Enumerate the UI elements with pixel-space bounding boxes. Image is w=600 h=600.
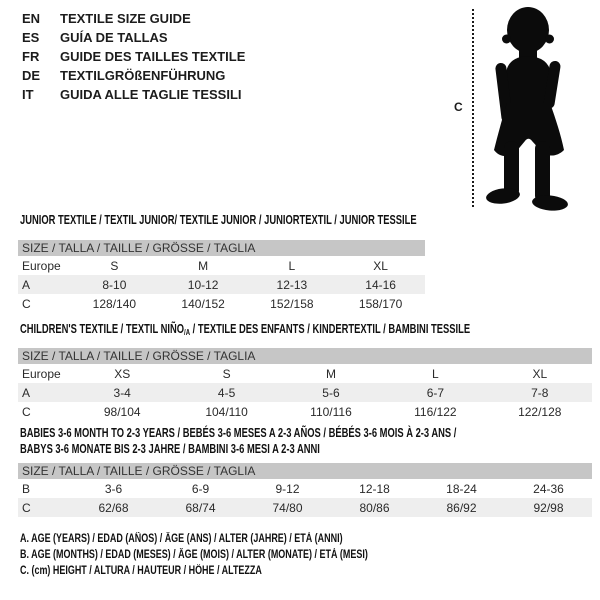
- lang-code: IT: [22, 87, 34, 102]
- cell: 12-13: [248, 275, 337, 294]
- row-label: C: [18, 498, 70, 517]
- cell: 86/92: [418, 498, 505, 517]
- language-list: [22, 9, 245, 104]
- legend-line-c: C. (cm) HEIGHT / ALTURA / HAUTEUR / HÖHE / ALTEZZA: [20, 565, 262, 577]
- lang-row-es: [22, 28, 245, 47]
- cell: 152/158: [270, 296, 314, 311]
- height-dotted-line: [472, 9, 474, 207]
- cell: S: [110, 258, 119, 273]
- cell: 104/110: [205, 404, 248, 419]
- babies-size-table: [18, 463, 592, 517]
- cell: 7-8: [488, 383, 592, 402]
- cell: 10-12: [159, 275, 248, 294]
- cell: 14-16: [336, 275, 425, 294]
- cell: S: [222, 366, 231, 381]
- cell: XL: [532, 366, 548, 381]
- cell: XS: [114, 366, 131, 381]
- cell: 116/122: [414, 404, 457, 419]
- size-header-row: [18, 463, 592, 479]
- row-label: C: [22, 404, 31, 419]
- height-label-c: C: [454, 100, 463, 114]
- cell: 6-7: [383, 383, 487, 402]
- size-header-cell: SIZE / TALLA / TAILLE / GRÖSSE / TAGLIA: [18, 463, 592, 479]
- cell: M: [198, 258, 209, 273]
- legend: [20, 531, 466, 579]
- cell: 9-12: [275, 481, 300, 496]
- lang-label: GUIDE DES TAILLES TEXTILE: [60, 49, 246, 64]
- cell: 98/104: [103, 404, 141, 419]
- cell: 80/86: [331, 498, 418, 517]
- lang-row-de: [22, 66, 245, 85]
- lang-code: ES: [22, 30, 40, 45]
- cell: 18-24: [446, 481, 477, 496]
- lang-code: EN: [22, 11, 41, 26]
- row-label: Europe: [22, 258, 61, 273]
- cell: 62/68: [70, 498, 157, 517]
- row-label: B: [22, 481, 31, 496]
- cell: 128/140: [92, 296, 137, 311]
- row-label: A: [18, 275, 70, 294]
- cell: 122/128: [518, 404, 562, 419]
- junior-size-table: [18, 240, 425, 313]
- cell: 24-36: [533, 481, 564, 496]
- cell: 4-5: [174, 383, 278, 402]
- lang-label: TEXTILE SIZE GUIDE: [60, 11, 191, 26]
- cell: 3-4: [70, 383, 174, 402]
- lang-row-en: [22, 9, 245, 28]
- title-subscript: /A: [184, 328, 191, 337]
- cell: 12-18: [359, 481, 390, 496]
- lang-code: DE: [22, 68, 41, 83]
- title-part: CHILDREN'S TEXTILE / TEXTIL NIÑO: [20, 322, 185, 336]
- lang-row-fr: [22, 47, 245, 66]
- cell: 110/116: [310, 404, 352, 419]
- babies-section-title-line2: BABYS 3-6 MONATE BIS 2-3 JAHRE / BAMBINI 3-6 MESI A 2-3 ANNI: [20, 442, 320, 456]
- cell: 6-9: [191, 481, 210, 496]
- row-label: C: [22, 296, 31, 311]
- lang-code: FR: [22, 49, 40, 64]
- lang-label: GUIDA ALLE TAGLIE TESSILI: [60, 87, 242, 102]
- row-label: A: [18, 383, 70, 402]
- cell: 5-6: [279, 383, 383, 402]
- children-section-title: [20, 321, 470, 337]
- cell: 3-6: [104, 481, 123, 496]
- cell: 140/152: [181, 296, 225, 311]
- table-row-age: [18, 275, 425, 294]
- legend-line-b: B. AGE (MONTHS) / EDAD (MESES) / ÂGE (MOIS) / ALTER (MONATE) / ETÀ (MESI): [20, 549, 368, 561]
- lang-row-it: [22, 85, 245, 104]
- cell: M: [325, 366, 336, 381]
- cell: L: [288, 258, 296, 273]
- cell: 158/170: [358, 296, 403, 311]
- table-row-age: [18, 383, 592, 402]
- table-row-europe: [18, 364, 592, 383]
- table-row-height: [18, 294, 425, 313]
- table-row-months: [18, 479, 592, 498]
- cell: 92/98: [505, 498, 592, 517]
- babies-section-title-line1: BABIES 3-6 MONTH TO 2-3 YEARS / BEBÉS 3-6 MESES A 2-3 AÑOS / BÉBÉS 3-6 MOIS À 2-3 ANS /: [20, 426, 457, 440]
- row-label: Europe: [22, 366, 61, 381]
- table-row-height: [18, 498, 592, 517]
- size-header-cell: SIZE / TALLA / TAILLE / GRÖSSE / TAGLIA: [18, 348, 592, 364]
- children-size-table: [18, 348, 592, 421]
- junior-section-title: JUNIOR TEXTILE / TEXTIL JUNIOR/ TEXTILE JUNIOR / JUNIORTEXTIL / JUNIOR TESSILE: [20, 213, 417, 227]
- lang-label: GUÍA DE TALLAS: [60, 30, 168, 45]
- size-header-cell: SIZE / TALLA / TAILLE / GRÖSSE / TAGLIA: [18, 240, 425, 256]
- cell: XL: [373, 258, 388, 273]
- cell: L: [432, 366, 439, 381]
- legend-line-a: A. AGE (YEARS) / EDAD (AÑOS) / ÂGE (ANS) / ALTER (JAHRE) / ETÀ (ANNI): [20, 533, 343, 545]
- baby-silhouette-icon: [478, 3, 600, 213]
- table-row-height: [18, 402, 592, 421]
- title-part: / TEXTILE DES ENFANTS / KINDERTEXTIL / BAMBINI TESSILE: [190, 322, 471, 336]
- cell: 68/74: [157, 498, 244, 517]
- size-header-row: [18, 348, 592, 364]
- cell: 8-10: [70, 275, 159, 294]
- size-header-row: [18, 240, 425, 256]
- lang-label: TEXTILGRÖßENFÜHRUNG: [60, 68, 226, 83]
- table-row-europe: [18, 256, 425, 275]
- cell: 74/80: [244, 498, 331, 517]
